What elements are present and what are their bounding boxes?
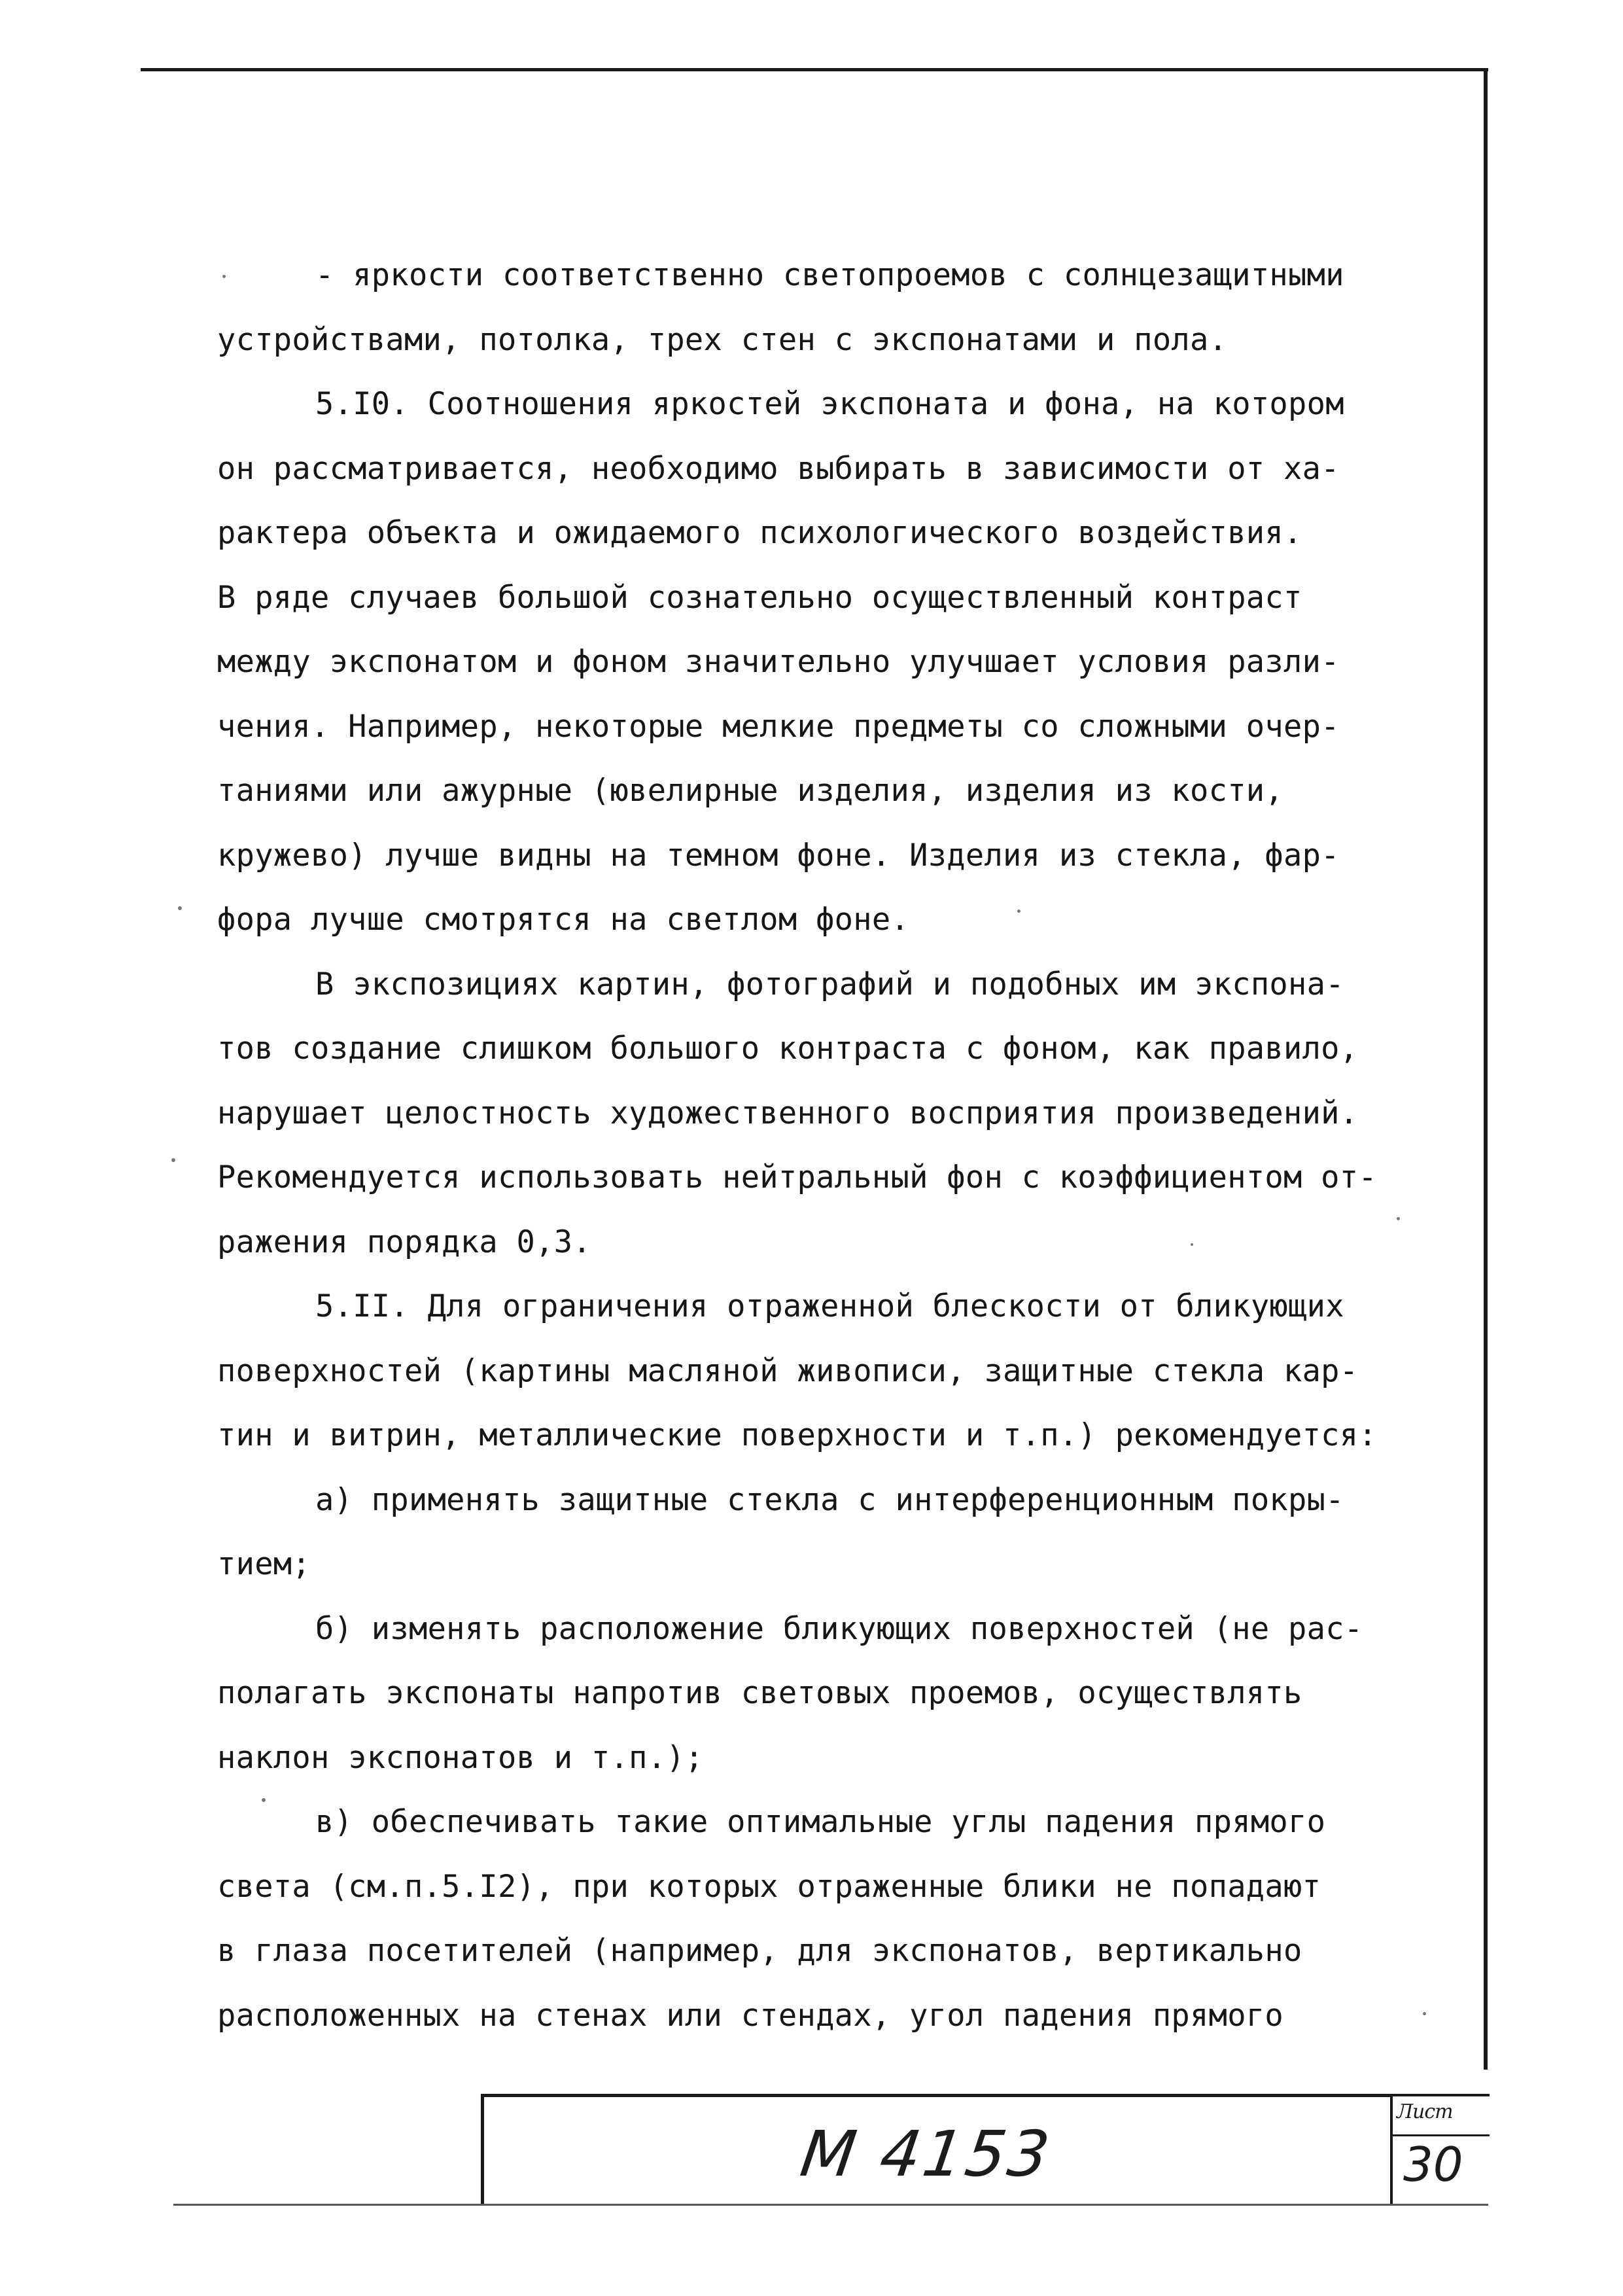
text-line: в глаза посетителей (например, для экспонатов, вертикально — [217, 1933, 1302, 1969]
scan-speck — [1423, 2012, 1426, 2015]
text-line: наклон экспонатов и т.п.); — [217, 1739, 704, 1776]
scan-speck — [178, 906, 182, 910]
frame-right-border — [1484, 71, 1488, 2070]
scan-speck — [262, 1798, 266, 1802]
text-line: рактера объекта и ожидаемого психологического воздействия. — [217, 515, 1302, 551]
text-line: фора лучше смотрятся на светлом фоне. — [217, 902, 910, 938]
text-line: расположенных на стенах или стендах, угол падения прямого — [217, 1997, 1283, 2034]
text-line: тин и витрин, металлические поверхности и т.п.) рекомендуется: — [217, 1417, 1377, 1453]
document-body — [217, 243, 1447, 2048]
scan-speck — [1397, 1217, 1400, 1220]
text-line: кружево) лучше видны на темном фоне. Изделия из стекла, фар- — [217, 837, 1340, 874]
document-code: М 4153 — [796, 2117, 1056, 2191]
text-line: устройствами, потолка, трех стен с экспонатами и пола. — [217, 321, 1228, 358]
text-line: ражения порядка 0,3. — [217, 1224, 591, 1260]
scan-speck — [222, 275, 226, 278]
text-line: - яркости соответственно светопроемов с солнцезащитными — [315, 257, 1344, 293]
text-line: а) применять защитные стекла с интерференционным покры- — [315, 1481, 1344, 1518]
sheet-divider — [1393, 2134, 1490, 2136]
text-line: В ряде случаев большой сознательно осуществленный контраст — [217, 579, 1302, 616]
text-line: чения. Например, некоторые мелкие предметы со сложными очер- — [217, 708, 1340, 745]
text-line: нарушает целостность художественного восприятия произведений. — [217, 1095, 1359, 1131]
text-line: света (см.п.5.I2), при которых отраженные блики не попадают — [217, 1868, 1321, 1905]
text-line: 5.I0. Соотношения яркостей экспоната и фона, на котором — [315, 386, 1344, 422]
frame-top-border — [141, 68, 1488, 71]
text-line: б) изменять расположение бликующих поверхностей (не рас- — [315, 1610, 1363, 1647]
scan-speck — [1017, 910, 1021, 913]
text-line: поверхностей (картины масляной живописи, защитные стекла кар- — [217, 1352, 1359, 1389]
text-line: Рекомендуется использовать нейтральный фон с коэффициентом от- — [217, 1159, 1377, 1195]
text-line: В экспозициях картин, фотографий и подобных им экспона- — [315, 966, 1344, 1002]
scan-speck — [171, 1158, 175, 1162]
text-line: таниями или ажурные (ювелирные изделия, изделия из кости, — [217, 773, 1283, 809]
scan-speck — [1191, 1243, 1193, 1246]
text-line: между экспонатом и фоном значительно улучшает условия разли- — [217, 644, 1340, 680]
text-line: он рассматривается, необходимо выбирать в зависимости от ха- — [217, 450, 1340, 487]
sheet-number: 30 — [1403, 2137, 1463, 2192]
sheet-label: Лист — [1397, 2100, 1453, 2123]
text-line: тием; — [217, 1546, 311, 1582]
sheet-cell — [1390, 2094, 1490, 2204]
bottom-rule — [173, 2204, 1488, 2206]
text-line: полагать экспонаты напротив световых проемов, осуществлять — [217, 1675, 1302, 1711]
text-line: 5.II. Для ограничения отраженной блескости от бликующих — [315, 1288, 1344, 1324]
text-line: в) обеспечивать такие оптимальные углы падения прямого — [315, 1804, 1326, 1840]
text-line: тов создание слишком большого контраста с фоном, как правило, — [217, 1031, 1359, 1067]
